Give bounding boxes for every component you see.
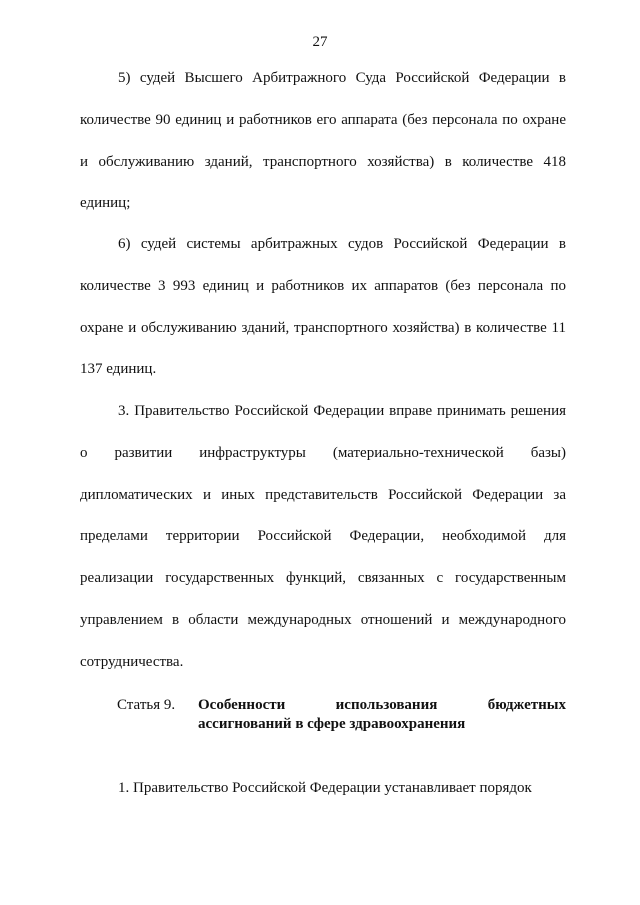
article-title xyxy=(198,696,566,734)
paragraph-clause-3: 3. Правительство Российской Федерации вправе принимать решения о развитии инфраструктуры (материально-технической базы) дипломатических и иных представительств Российской Федерации за пределами территории Российской Федерации, необходимой для реализации государственных функций, связанных с государственным управлением в области международных отношений и международного сотрудничества. xyxy=(80,403,566,670)
page-number: 27 xyxy=(312,34,328,50)
article-title-line-1: Особенности использования бюджетных xyxy=(198,697,566,713)
paragraph-clause-1: 1. Правительство Российской Федерации устанавливает порядок xyxy=(118,780,532,796)
article-label: Статья 9. xyxy=(117,697,176,713)
paragraph-item-5: 5) судей Высшего Арбитражного Суда Российской Федерации в количестве 90 единиц и работников его аппарата (без персонала по охране и обслуживанию зданий, транспортного хозяйства) в количестве 418 единиц; xyxy=(80,70,566,212)
article-title-line-2: ассигнований в сфере здравоохранения xyxy=(198,716,466,732)
paragraph-item-6: 6) судей системы арбитражных судов Российской Федерации в количестве 3 993 единиц и работников их аппаратов (без персонала по охране и обслуживанию зданий, транспортного хозяйства) в количестве 11 137 единиц. xyxy=(80,236,566,378)
